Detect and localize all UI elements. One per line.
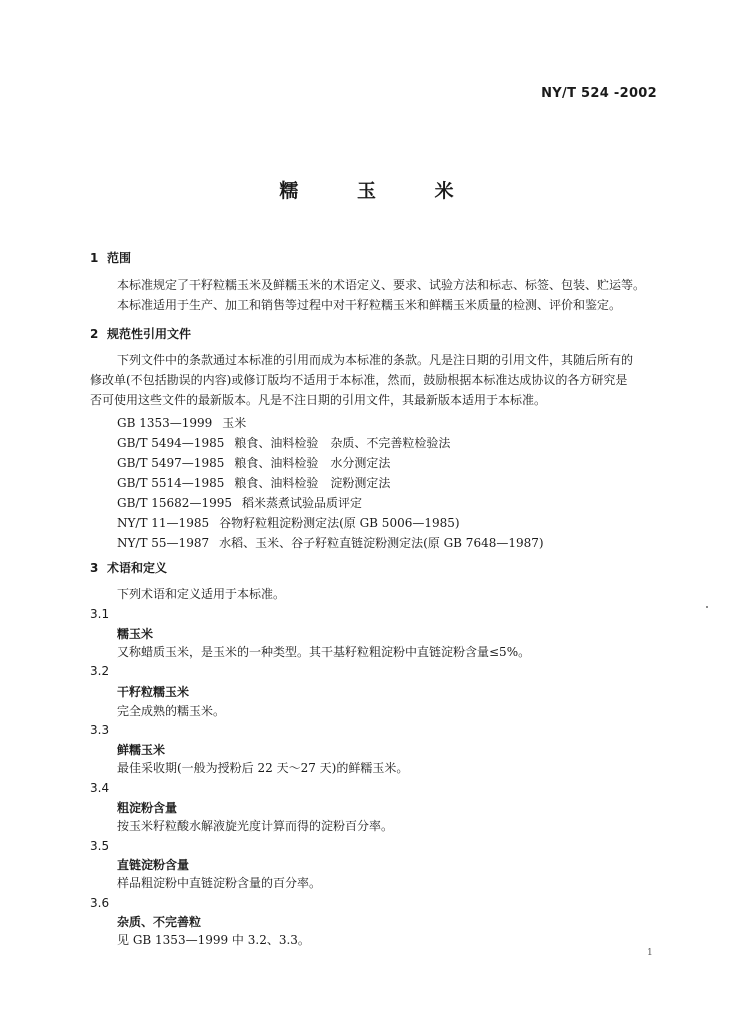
reference-code: GB/T 5494—1985 <box>117 436 225 450</box>
term-definition: 见 GB 1353—1999 中 3.2、3.3。 <box>117 933 310 947</box>
document-title: 糯 玉 米 <box>279 180 480 202</box>
section-title: 范围 <box>107 251 132 265</box>
reference-code: GB 1353—1999 <box>117 416 213 430</box>
reference-item <box>117 455 390 471</box>
reference-item <box>117 495 362 511</box>
reference-item <box>117 475 390 491</box>
term-name: 糯玉米 <box>117 627 154 641</box>
reference-code: NY/T 11—1985 <box>117 516 210 530</box>
term-definition: 按玉米籽粒酸水解液旋光度计算而得的淀粉百分率。 <box>117 819 394 833</box>
reference-title: 水稻、玉米、谷子籽粒直链淀粉测定法(原 GB 7648—1987) <box>219 536 544 550</box>
reference-item <box>117 415 246 431</box>
term-number: 3.5 <box>90 839 110 853</box>
term-definition: 样品粗淀粉中直链淀粉含量的百分率。 <box>117 876 322 890</box>
reference-title: 粮食、油料检验 杂质、不完善粒检验法 <box>234 436 451 450</box>
section-title: 术语和定义 <box>107 561 168 575</box>
section-number: 2 <box>90 327 99 341</box>
term-number: 3.2 <box>90 664 110 678</box>
term-name: 粗淀粉含量 <box>117 801 178 815</box>
reference-code: GB/T 5514—1985 <box>117 476 225 490</box>
reference-item <box>117 535 544 551</box>
reference-title: 粮食、油料检验 淀粉测定法 <box>234 476 391 490</box>
scan-speck <box>706 606 708 608</box>
reference-code: GB/T 15682—1995 <box>117 496 232 510</box>
paragraph-line: 下列文件中的条款通过本标准的引用而成为本标准的条款。凡是注日期的引用文件，其随后所有的 <box>117 353 634 367</box>
paragraph: 下列术语和定义适用于本标准。 <box>117 587 286 601</box>
page-mark: 1 <box>647 948 653 958</box>
reference-code: NY/T 55—1987 <box>117 536 210 550</box>
paragraph: 本标准规定了干籽粒糯玉米及鲜糯玉米的术语定义、要求、试验方法和标志、标签、包装、贮运等。 <box>117 278 646 292</box>
reference-item <box>117 515 460 531</box>
reference-title: 粮食、油料检验 水分测定法 <box>234 456 391 470</box>
term-name: 鲜糯玉米 <box>117 743 166 757</box>
paragraph-line: 修改单(不包括勘误的内容)或修订版均不适用于本标准，然而，鼓励根据本标准达成协议的各方研究是 <box>90 373 628 387</box>
section-number: 3 <box>90 561 99 575</box>
reference-code: GB/T 5497—1985 <box>117 456 225 470</box>
standard-number: NY/T 524 -2002 <box>541 86 657 101</box>
term-number: 3.6 <box>90 896 110 910</box>
section-title: 规范性引用文件 <box>107 327 192 341</box>
term-number: 3.4 <box>90 781 110 795</box>
term-definition: 又称蜡质玉米，是玉米的一种类型。其干基籽粒粗淀粉中直链淀粉含量≤5%。 <box>117 645 531 659</box>
reference-item <box>117 435 450 451</box>
reference-title: 谷物籽粒粗淀粉测定法(原 GB 5006—1985) <box>219 516 460 530</box>
term-number: 3.1 <box>90 607 110 621</box>
term-definition: 完全成熟的糯玉米。 <box>117 704 226 718</box>
term-definition: 最佳采收期(一般为授粉后 22 天～27 天)的鲜糯玉米。 <box>117 761 409 775</box>
term-name: 杂质、不完善粒 <box>117 915 202 929</box>
term-name: 干籽粒糯玉米 <box>117 685 190 699</box>
reference-title: 玉米 <box>222 416 247 430</box>
paragraph: 本标准适用于生产、加工和销售等过程中对干籽粒糯玉米和鲜糯玉米质量的检测、评价和鉴定。 <box>117 298 622 312</box>
term-name: 直链淀粉含量 <box>117 858 190 872</box>
paragraph-line: 否可使用这些文件的最新版本。凡是不注日期的引用文件，其最新版本适用于本标准。 <box>90 393 547 407</box>
reference-title: 稻米蒸煮试验品质评定 <box>241 496 362 510</box>
term-number: 3.3 <box>90 723 110 737</box>
section-number: 1 <box>90 251 99 265</box>
